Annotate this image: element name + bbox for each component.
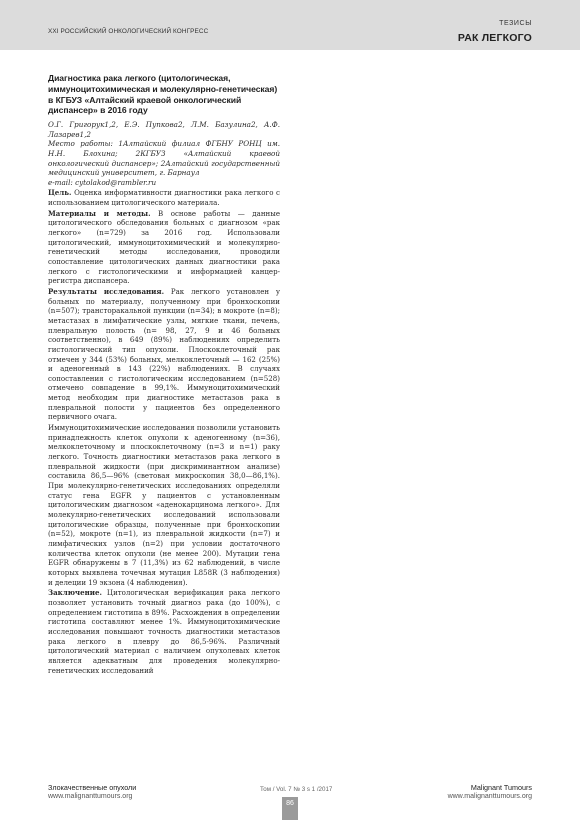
aim-text: Оценка информативности диагностики рака легкого с использованием цитологического материала. [48,188,280,207]
page-number-box [282,797,298,820]
conclusion-paragraph [48,588,280,675]
volume-info: Том / Vol. 7 № 3 s 1 /2017 [260,786,333,793]
conclusion-label: Заключение. [48,588,102,598]
results-label: Результаты исследования. [48,286,165,296]
page-number: 86 [286,800,294,807]
methods-label: Материалы и методы. [48,208,151,218]
methods-paragraph [48,209,280,286]
journal-name-en: Malignant Tumours [470,783,532,792]
aim-label: Цель. [48,188,72,198]
footer-right [448,783,532,801]
journal-name-ru: Злокачественные опухоли [48,783,137,792]
results-text: Рак легкого установлен у больных по материалу, полученному при бронхоскопии (n=507); трансторакальной пункции (n=34); в мокроте (n=8); метастазах в лимфатические узлы, мягкие ткани, печень, плевральную полость (n= 98, 27, 9 и 46 больных соответственно), в 649 (89%) наблюдениях определить гистологический тип опухоли. Плоскоклеточный рак отмечен у 344 (53%) больных, мелкоклеточный — 162 (25%) и аденогенный в 143 (22%) наблюдениях. В случаях сопоставления с гистологическим исследованием (n=528) отмечено совпадение в 99,1%. Иммуноцитохимический метод необходим при диагностике метастазов рака в плевральной полости у пациентов без определенного первичного очага. [48,286,280,422]
journal-url-right[interactable]: www.malignanttumours.org [447,793,532,800]
results-paragraph [48,287,280,422]
footer-left [48,783,136,801]
aim-paragraph [48,188,280,207]
section-title: РАК ЛЕГКОГО [457,32,532,44]
ihc-paragraph: Иммуноцитохимические исследования позволили установить принадлежность клеток опухоли к аденогенному (n=36), мелкоклеточному и плоскоклеточному (n=3 и n=1) раку легкого. Точность диагностики метастазов рака легкого в плевральной жидкости (при дискриминантном анализе) составила 86,5—96% (световая микроскопия 38,0—86,1%). При молекулярно-генетических исследованиях определяли статус гена EGFR у пациентов с установленным цитологическим диагнозом «аденокарцинома легкого». Для молекулярно-генетических исследований использовали цитологические образцы, полученные при бронхоскопии (n=52), мокроте (n=1), из плевральной жидкости (n=7) и лимфатических узлов (n=2) при условии достаточного количества клеток опухоли (не менее 200). Мутации гена EGFR обнаружены в 7 (11,3%) из 62 наблюдений, в числе которых выявлена точечная мутация L858R (3 наблюдения) и делеции 19 экзона (4 наблюдения). [48,423,280,587]
section-label: ТЕЗИСЫ [499,20,532,27]
journal-url-left[interactable]: www.malignanttumours.org [48,793,133,800]
article-title: Диагностика рака легкого (цитологическая, иммуноцитохимическая и молекулярно-генетическая) в КГБУЗ «Алтайский краевой онкологический диспансер» в 2016 году [48,73,278,116]
page-header [0,0,580,50]
congress-name: XXI РОССИЙСКИЙ ОНКОЛОГИЧЕСКИЙ КОНГРЕСС [48,28,209,35]
article-affiliations: Место работы: 1Алтайский филиал ФГБНУ РОНЦ им. Н.Н. Блохина; 2КГБУЗ «Алтайский краевой онкологический диспансер»; 2Алтайский государственный медицинский университет, г. Барнаул [48,139,280,178]
article-email: e-mail: cytolakod@rambler.ru [48,177,157,187]
methods-text: В основе работы — данные цитологического обследования больных с диагнозом «рак легкого» (n=729) за 2016 год. Использовали цитологический, иммуноцитохимический и молекулярно-генетический методы исследования, проводили сопоставление цитологических данных диагностики рака легкого с гистологическими и информацией канцер-регистра диспансера. [48,208,280,286]
conclusion-text: Цитологическая верификация рака легкого позволяет установить точный диагноз рака (до 100%), с определением гистотипа в 89%. Расхождения в определении гистотипа составляют менее 1%. Иммуноцитохимические исследования повышают точность диагностики метастазов рака легкого в плевру до 86,5-96%. Различный цитологический материал с наличием опухолевых клеток является адекватным для проведения молекулярно-генетических исследований [48,588,280,675]
article-authors: О.Г. Григорук1,2, Е.Э. Пупкова2, Л.М. Базулина2, А.Ф. Лазарев1,2 [48,120,280,139]
article-column [48,73,280,676]
